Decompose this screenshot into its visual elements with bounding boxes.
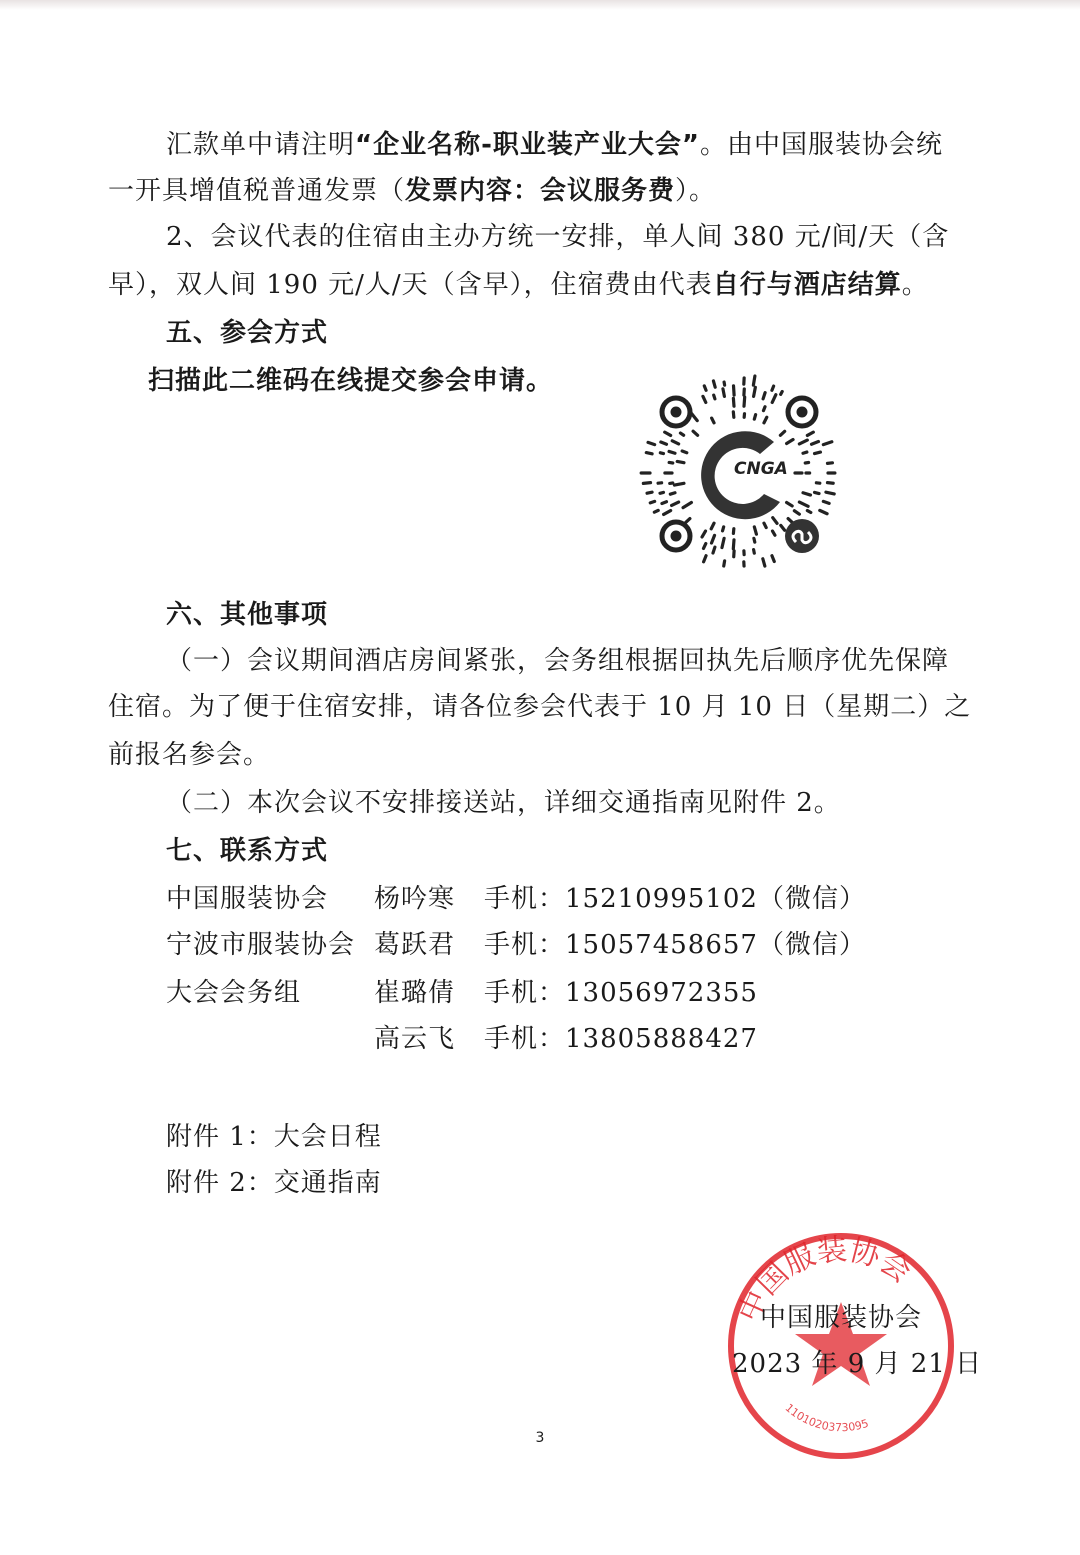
heading-section-7: 七、联系方式 — [166, 836, 329, 866]
qr-dash — [763, 559, 765, 566]
qr-dash — [733, 540, 734, 549]
qr-dash — [686, 519, 690, 523]
seal-ring-text: 中国服装协会 — [731, 1232, 918, 1328]
qr-dash — [661, 442, 667, 444]
qr-dash — [682, 451, 687, 453]
qr-dash — [781, 525, 785, 530]
attachment-2: 附件 2：交通指南 — [166, 1168, 382, 1198]
qr-dash — [753, 376, 755, 385]
qr-dash — [781, 392, 783, 395]
scan-instruction: 扫描此二维码在线提交参会申请。 — [148, 366, 554, 396]
qr-dash — [772, 386, 774, 390]
qr-dash — [799, 440, 807, 444]
attachment-1: 附件 1：大会日程 — [166, 1122, 382, 1152]
paragraph-accommodation-line1: 2、会议代表的住宿由主办方统一安排，单人间 380 元/间/天（含 — [166, 222, 950, 252]
qr-dash — [788, 519, 792, 523]
page-number: 3 — [535, 1430, 545, 1446]
qr-dash — [823, 501, 829, 503]
qr-dash — [827, 463, 832, 464]
heading-section-5: 五、参会方式 — [166, 318, 329, 348]
qr-dash — [723, 527, 724, 531]
qr-dash — [643, 483, 650, 484]
qr-dash — [704, 556, 706, 562]
qr-dash — [711, 523, 714, 529]
other-item-1-line2: 住宿。为了便于住宿安排，请各位参会代表于 10 月 10 日（星期二）之 — [108, 692, 972, 722]
qr-dash — [805, 463, 808, 464]
paragraph-accommodation-line2: 早），双人间 190 元/人/天（含早），住宿费由代表自行与酒店结算。 — [108, 270, 929, 300]
qr-dash — [772, 556, 774, 562]
other-item-1-line1: （一）会议期间酒店房间紧张，会务组根据回执先后顺序优先保障 — [166, 646, 950, 676]
qr-dash — [724, 382, 725, 385]
signature-date: 2023 年 9 月 21 日 — [732, 1349, 983, 1379]
qr-dash — [733, 398, 734, 406]
qr-dash — [713, 381, 715, 387]
qr-dash — [693, 431, 698, 435]
qr-dash — [807, 432, 813, 435]
qr-dash — [734, 386, 735, 395]
qr-dash — [772, 395, 776, 403]
qr-dash — [826, 492, 834, 494]
qr-dash — [733, 412, 734, 417]
qr-dash — [660, 453, 663, 454]
qr-dash — [754, 538, 755, 542]
qr-dash — [744, 397, 745, 406]
qr-dash — [803, 493, 810, 495]
qr-dash — [646, 453, 652, 454]
qr-dash — [704, 386, 706, 390]
qr-dash — [764, 417, 767, 423]
qr-dash — [662, 502, 667, 504]
qr-dash — [815, 452, 821, 454]
qr-dash — [670, 493, 675, 494]
qr-dash — [677, 461, 684, 462]
qr-dash — [799, 502, 808, 506]
qr-dash — [683, 502, 691, 507]
qr-dash — [654, 510, 658, 512]
qr-dash — [787, 440, 793, 444]
qr-dash — [674, 483, 684, 485]
qr-dash — [702, 531, 705, 537]
qr-dash — [780, 431, 784, 435]
qr-dash — [807, 511, 810, 513]
qr-dash — [672, 502, 679, 505]
qr-dash — [712, 418, 714, 423]
qr-dash — [823, 442, 831, 445]
qr-dash — [724, 561, 725, 566]
qr-dash — [647, 492, 652, 493]
heading-section-6: 六、其他事项 — [166, 600, 329, 630]
mini-program-icon — [785, 519, 819, 553]
qr-dash — [754, 387, 756, 396]
qr-dash — [763, 393, 765, 399]
qr-dash — [815, 492, 819, 493]
qr-dash — [763, 407, 765, 411]
qr-dash — [669, 451, 675, 453]
document-page: 汇款单中请注明“企业名称-职业装产业大会”。由中国服装协会统 一开具增值税普通发票（发票内容：会议服务费）。 2、会议代表的住宿由主办方统一安排，单人间 380 元/间/天（含 早），双人间 190 元/人/天（含早），住宿费由代表自行与酒店结算。 五、参会方式 扫描此二维码在线提交参会申请。 CNGA 六、其他事项 （一）会议期间酒店房间紧张，会务组根据回执先后顺序优先保障 住宿。为了便于住宿安排，请各位参会代表于 10 月 10 日（星期二）之 前报名参会。 （二）本次会议不安排接送站，详细交通指南见附件 2。 七、联系方式 中国服装协会 杨吟寒 手机：15210995102（微信） 宁波市服装协会 葛跃君 手机：15057458657（微信） 大会会务组 崔璐倩 手机：13056972355 高云飞 手机：13805888427 附件 1：大会日程 附件 2：交通指南 中国服装协会 1101020373095 中国服装协会 2023 年 9 月 21 日 3 — [0, 0, 1080, 1555]
qr-dash — [664, 511, 671, 515]
qr-dash — [648, 442, 655, 444]
qr-dash — [773, 518, 777, 524]
qr-dash — [827, 483, 833, 484]
other-item-1-line3: 前报名参会。 — [108, 740, 271, 770]
seal-serial: 1101020373095 — [782, 1401, 871, 1435]
qr-dash — [794, 511, 799, 514]
qr-dash — [672, 441, 678, 444]
qr-dash — [660, 492, 663, 493]
qr-dash — [650, 501, 654, 502]
qr-dash — [703, 396, 706, 402]
scan-edge — [0, 0, 1080, 10]
signature-org: 中国服装协会 — [760, 1303, 923, 1333]
qr-code[interactable] — [636, 370, 842, 576]
qr-dash — [754, 527, 756, 534]
paragraph-remittance-line1: 汇款单中请注明“企业名称-职业装产业大会”。由中国服装协会统 — [166, 130, 943, 160]
qr-dash — [714, 395, 715, 399]
qr-dash — [812, 442, 819, 445]
qr-dash — [712, 535, 715, 543]
qr-dash — [713, 547, 715, 553]
qr-dash — [787, 502, 793, 505]
qr-dash — [665, 432, 671, 435]
paragraph-remittance-line2: 一开具增值税普通发票（发票内容：会议服务费）。 — [108, 176, 717, 206]
qr-dash — [773, 531, 775, 535]
svg-text:CNGA: CNGA — [734, 459, 788, 479]
qr-dash — [722, 538, 724, 547]
qr-dash — [723, 389, 724, 396]
qr-dash — [754, 550, 755, 554]
qr-dash — [704, 544, 706, 549]
qr-dash — [764, 523, 766, 527]
qr-dash — [680, 433, 683, 435]
qr-dash — [820, 510, 827, 513]
qr-dash — [803, 452, 807, 453]
qr-dash — [754, 415, 755, 419]
other-item-2: （二）本次会议不安排接送站，详细交通指南见附件 2。 — [166, 788, 841, 818]
qr-dash — [669, 462, 673, 463]
